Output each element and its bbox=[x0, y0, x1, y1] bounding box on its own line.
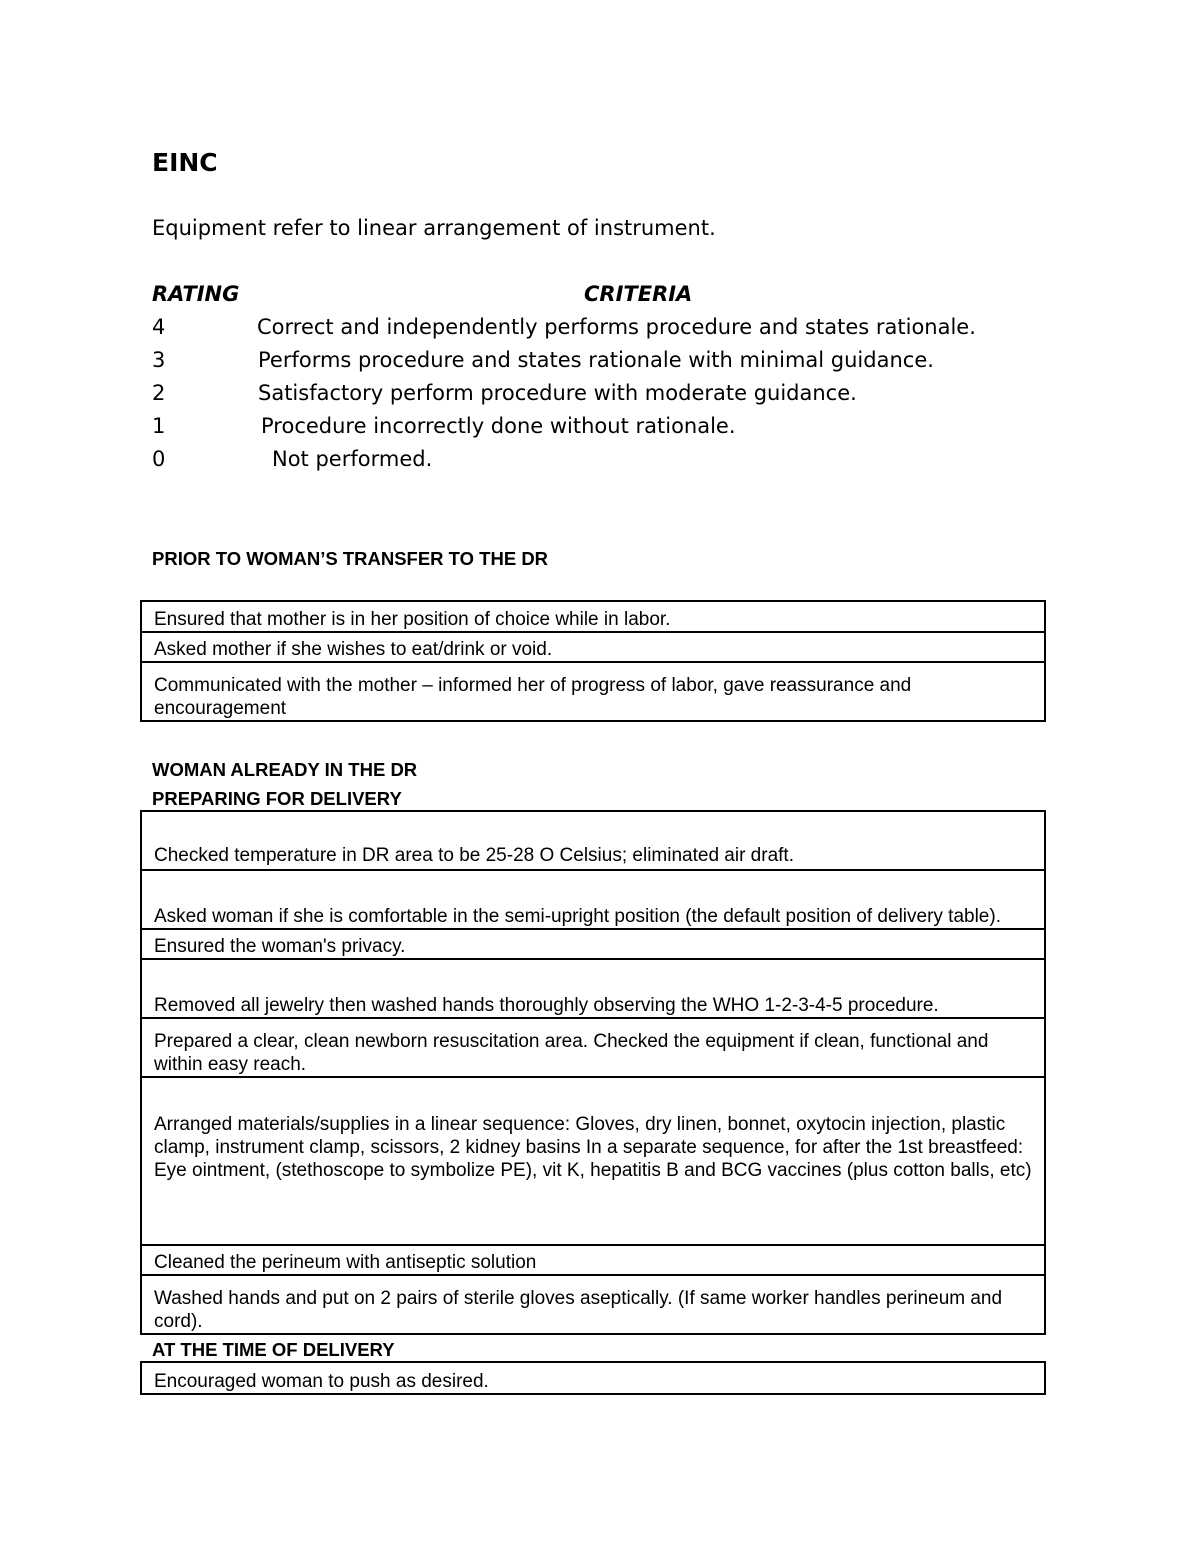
checklist-item: Checked temperature in DR area to be 25-28 O Celsius; eliminated air draft. bbox=[141, 811, 1045, 870]
checklist-item: Ensured the woman's privacy. bbox=[141, 929, 1045, 959]
rating-description: Procedure incorrectly done without rationale. bbox=[261, 414, 736, 438]
rating-row-0 bbox=[152, 447, 1052, 477]
rating-description: Performs procedure and states rationale with minimal guidance. bbox=[258, 348, 934, 372]
checklist-item: Communicated with the mother – informed her of progress of labor, gave reassurance and encouragement bbox=[141, 662, 1045, 721]
checklist-item: Prepared a clear, clean newborn resuscitation area. Checked the equipment if clean, functional and within easy reach. bbox=[141, 1018, 1045, 1077]
checklist-item: Arranged materials/supplies in a linear sequence: Gloves, dry linen, bonnet, oxytocin injection, plastic clamp, instrument clamp, scissors, 2 kidney basins In a separate sequence, for after the 1st breastfeed: Eye ointment, (stethoscope to symbolize PE), vit K, hepatitis B and BCG vaccines (plus cotton balls, etc) bbox=[141, 1077, 1045, 1245]
rating-description: Not performed. bbox=[272, 447, 433, 471]
section-heading-delivery: AT THE TIME OF DELIVERY bbox=[152, 1339, 395, 1360]
document-title: EINC bbox=[152, 148, 218, 177]
intro-text: Equipment refer to linear arrangement of instrument. bbox=[152, 216, 716, 240]
table-row bbox=[141, 601, 1045, 632]
checklist-item: Ensured that mother is in her position of choice while in labor. bbox=[141, 601, 1045, 632]
rating-row-3 bbox=[152, 348, 1052, 378]
table-row bbox=[141, 632, 1045, 662]
rating-row-2 bbox=[152, 381, 1052, 411]
table-row bbox=[141, 1018, 1045, 1077]
rating-description: Satisfactory perform procedure with moderate guidance. bbox=[258, 381, 857, 405]
checklist-item: Washed hands and put on 2 pairs of sterile gloves aseptically. (If same worker handles perineum and cord). bbox=[141, 1275, 1045, 1334]
table-row bbox=[141, 811, 1045, 870]
rating-number: 4 bbox=[152, 315, 166, 339]
section-heading-prior: PRIOR TO WOMAN’S TRANSFER TO THE DR bbox=[152, 548, 549, 569]
rating-number: 3 bbox=[152, 348, 166, 372]
table-row bbox=[141, 1275, 1045, 1334]
rating-row-4 bbox=[152, 315, 1052, 345]
table-row bbox=[141, 1245, 1045, 1275]
checklist-item: Removed all jewelry then washed hands thoroughly observing the WHO 1-2-3-4-5 procedure. bbox=[141, 959, 1045, 1018]
rating-description: Correct and independently performs procedure and states rationale. bbox=[257, 315, 976, 339]
table-row bbox=[141, 662, 1045, 721]
checklist-item: Encouraged woman to push as desired. bbox=[141, 1362, 1045, 1394]
rating-row-1 bbox=[152, 414, 1052, 444]
section-heading-preparing: PREPARING FOR DELIVERY bbox=[152, 788, 402, 809]
criteria-header: CRITERIA bbox=[584, 282, 693, 306]
rating-number: 2 bbox=[152, 381, 166, 405]
rating-number: 1 bbox=[152, 414, 166, 438]
prior-checklist-table bbox=[140, 600, 1046, 722]
table-row bbox=[141, 959, 1045, 1018]
table-row bbox=[141, 1077, 1045, 1245]
preparing-checklist-table bbox=[140, 810, 1046, 1335]
rating-header: RATING bbox=[152, 282, 240, 306]
checklist-item: Asked woman if she is comfortable in the semi-upright position (the default position of delivery table). bbox=[141, 870, 1045, 929]
rating-number: 0 bbox=[152, 447, 166, 471]
table-row bbox=[141, 1362, 1045, 1394]
delivery-checklist-table bbox=[140, 1361, 1046, 1395]
section-heading-already: WOMAN ALREADY IN THE DR bbox=[152, 759, 418, 780]
checklist-item: Cleaned the perineum with antiseptic solution bbox=[141, 1245, 1045, 1275]
table-row bbox=[141, 929, 1045, 959]
checklist-item: Asked mother if she wishes to eat/drink or void. bbox=[141, 632, 1045, 662]
table-row bbox=[141, 870, 1045, 929]
